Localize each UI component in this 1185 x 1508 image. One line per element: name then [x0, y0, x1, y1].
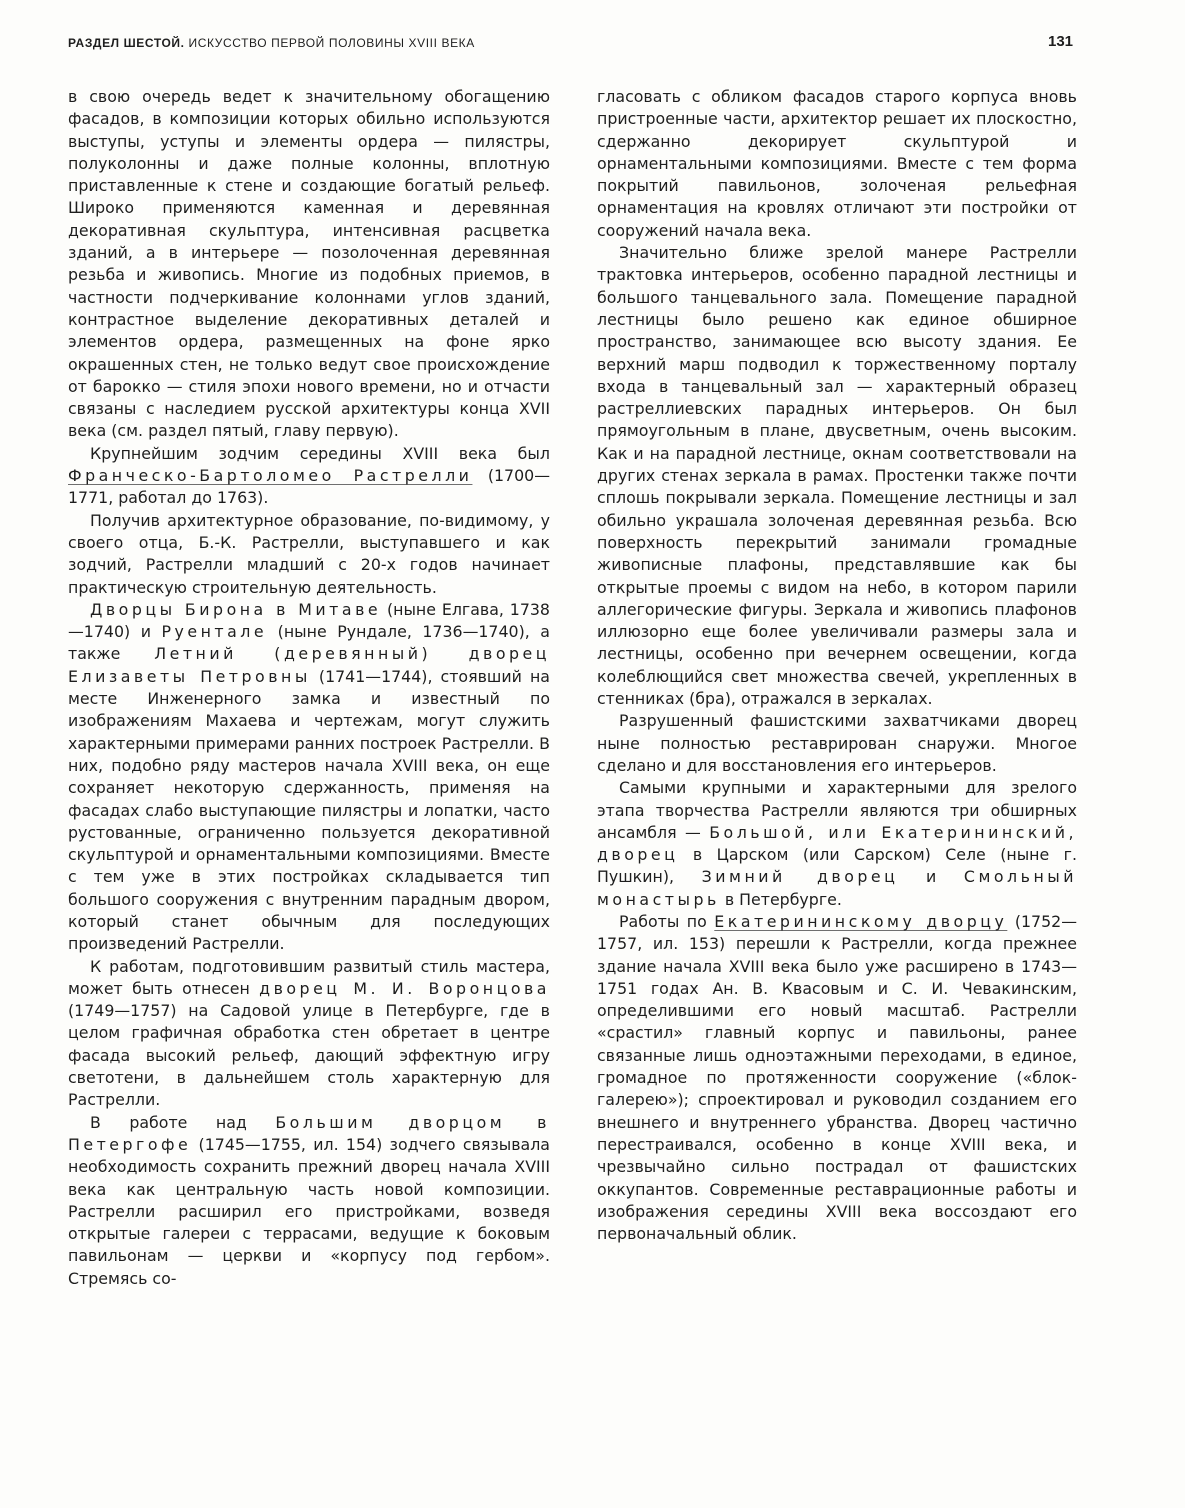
paragraph: в свою очередь ведет к значительному обогащению фасадов, в композиции которых обильно используются выступы, уступы и элементы ордера — пилястры, полуколонны и даже полные колонны, вплотную приставленные к стене и создающие богатый рельеф. Широко применяются каменная и деревянная декоративная скульптура, интенсивная расцветка зданий, а в интерьере — позолоченная деревянная резьба и живопись. Многие из подобных приемов, в частности подчеркивание колоннами углов зданий, контрастное выделение декоративных деталей и элементов ордера, размещенных на фоне ярко окрашенных стен, не только ведут свое происхождение от барокко — стиля эпохи нового времени, но и отчасти связаны с наследием русской архитектуры конца XVII века (см. раздел пятый, главу первую).	[68, 87, 550, 441]
paragraph	[597, 777, 1077, 911]
paragraph	[68, 599, 550, 956]
left-column	[68, 86, 550, 1290]
architect-name: Франческо-Бартоломео Растрелли	[68, 466, 473, 486]
text-run: (1741—1744), стоявший на месте Инженерного замка и известный по изображениям Махаева и чертежам, могут служить характерными примерами ранних построек Растрелли. В них, подобно ряду мастеров начала XVIII века, он еще сохраняет некоторую сдержанность, применяя на фасадах слабо выступающие пилястры и лопатки, часто рустованные, ограниченно пользуется декоративной скульптурой и орнаментальными композициями. Вместе с тем уже в этих постройках складывается тип большого сооружения с внутренним парадным двором, который станет обычным для последующих произведений Растрелли.	[68, 666, 550, 954]
text-run: К работам, подготовившим развитый стиль мастера, может быть отнесен	[68, 956, 550, 998]
text-run: в Петербурге.	[719, 889, 842, 909]
text-run: Крупнейшим зодчим середины XVIII века был	[90, 443, 550, 463]
right-column	[597, 86, 1077, 1245]
running-head	[68, 36, 475, 50]
paragraph: гласовать с обликом фасадов старого корпуса вновь пристроенные части, архитектор решает их плоскостно, сдержанно декорирует скульптурой и орнаментальными композициями. Вместе с тем форма покрытий павильонов, золоченая рельефная орнаментация на кровлях отличают эти постройки от сооружений начала века.	[597, 87, 1077, 240]
building-name: Екатерининскому дворцу	[714, 911, 1008, 931]
paragraph: Разрушенный фашистскими захватчиками дворец ныне полностью реставрирован снаружи. Многое сделано и для восстановления его интерьеров.	[597, 711, 1077, 775]
text-run: (1745—1755, ил. 154) зодчего связывала необходимость сохранить прежний дворец начала XVIII века как центральную часть новой композиции. Растрелли расширил его пристройками, возведя открытые галереи с террасами, ведущие к боковым павильонам — церкви и «корпусу под гербом». Стремясь со-	[68, 1134, 550, 1288]
paragraph: Получив архитектурное образование, по-видимому, у своего отца, Б.-К. Растрелли, выступавшего и как зодчий, Растрелли младший с 20-х годов начинает практическую строительную деятельность.	[68, 510, 550, 597]
paragraph	[68, 443, 550, 510]
section-label: РАЗДЕЛ ШЕСТОЙ.	[68, 36, 185, 50]
building-name: Руентале	[161, 622, 268, 642]
text-run: (ныне Рундале, 1736—1740), а также	[68, 622, 550, 664]
text-run: В работе над	[90, 1112, 276, 1132]
paragraph: Значительно ближе зрелой манере Растрелли трактовка интерьеров, особенно парадной лестницы и большого танцевального зала. Помещение парадной лестницы было решено как единое обширное пространство, занимающее всю высоту здания. Ее верхний марш подводил к торжественному порталу входа в танцевальный зал — характерный образец растреллиевских парадных интерьеров. Он был прямоугольным в плане, двусветным, очень высоким. Как и на парадной лестнице, окнам соответствовали на других стенах зеркала в рамах. Простенки также почти сплошь покрывали зеркала. Помещение лестницы и зал обильно украшала золоченая деревянная резьба. Всю поверхность перекрытий занимали громадные живописные плафоны, представлявшие как бы открытые проемы с видом на небо, в котором парили аллегорические фигуры. Зеркала и живопись плафонов иллюзорно еще более увеличивали размеры зала и лестницы, особенно при вечернем освещении, когда колеблющийся свет множества свечей, укрепленных в стенниках (бра), отражался в зеркалах.	[597, 243, 1077, 709]
page-number: 131	[1048, 33, 1074, 50]
text-run: (1752—1757, ил. 153) перешли к Растрелли, когда прежнее здание начала XVIII века было уже расширено в 1743—1751 годах Ан. В. Квасовым и С. И. Чевакинским, определившими его новый масштаб. Растрелли «срастил» главный корпус и павильоны, ранее связанные лишь одноэтажными переходами, в единое, громадное по протяженности сооружение («блок-галерею»); спроектировал и руководил созданием его внешнего и внутреннего убранства. Дворец частично перестраивался, особенно в конце XVIII века, и чрезвычайно сильно пострадал от фашистских оккупантов. Современные реставрационные работы и изображения середины XVIII века воссоздают его первоначальный облик.	[597, 911, 1077, 1244]
text-run: Самыми крупными и характерными для зрелого этапа творчества Растрелли являются три обширных ансамбля —	[597, 778, 1077, 842]
building-name: Смольный монастырь	[597, 867, 1078, 909]
building-name: Дворцы Бирона в Митаве	[90, 599, 382, 619]
section-title: ИСКУССТВО ПЕРВОЙ ПОЛОВИНЫ XVIII ВЕКА	[188, 36, 475, 50]
paragraph	[68, 1112, 550, 1290]
building-name: Зимний дворец	[701, 867, 899, 887]
text-run: и	[898, 867, 964, 887]
text-run: (1700—1771, работал до 1763).	[68, 466, 551, 508]
paragraph	[597, 911, 1077, 1245]
text-run: (1749—1757) на Садовой улице в Петербурге, где в целом графичная обработка стен обретает в центре фасада высокий рельеф, дающий эффектную игру светотени, в дальнейшем столь характерную для Растрелли.	[68, 1001, 550, 1110]
paragraph	[68, 956, 550, 1112]
text-run: в Царском (или Сарском) Селе (ныне г. Пушкин),	[597, 845, 1077, 887]
building-name: дворец М. И. Воронцова	[259, 978, 550, 998]
building-name: Большим дворцом в Петергофе	[68, 1112, 550, 1154]
building-name: Большой, или Екатерининский, дворец	[597, 822, 1077, 865]
building-name: Летний (деревянный) дворец Елизаветы Петровны	[68, 644, 550, 686]
text-run: (ныне Елгава, 1738—1740) и	[68, 599, 550, 642]
text-run: Работы по	[619, 911, 715, 931]
